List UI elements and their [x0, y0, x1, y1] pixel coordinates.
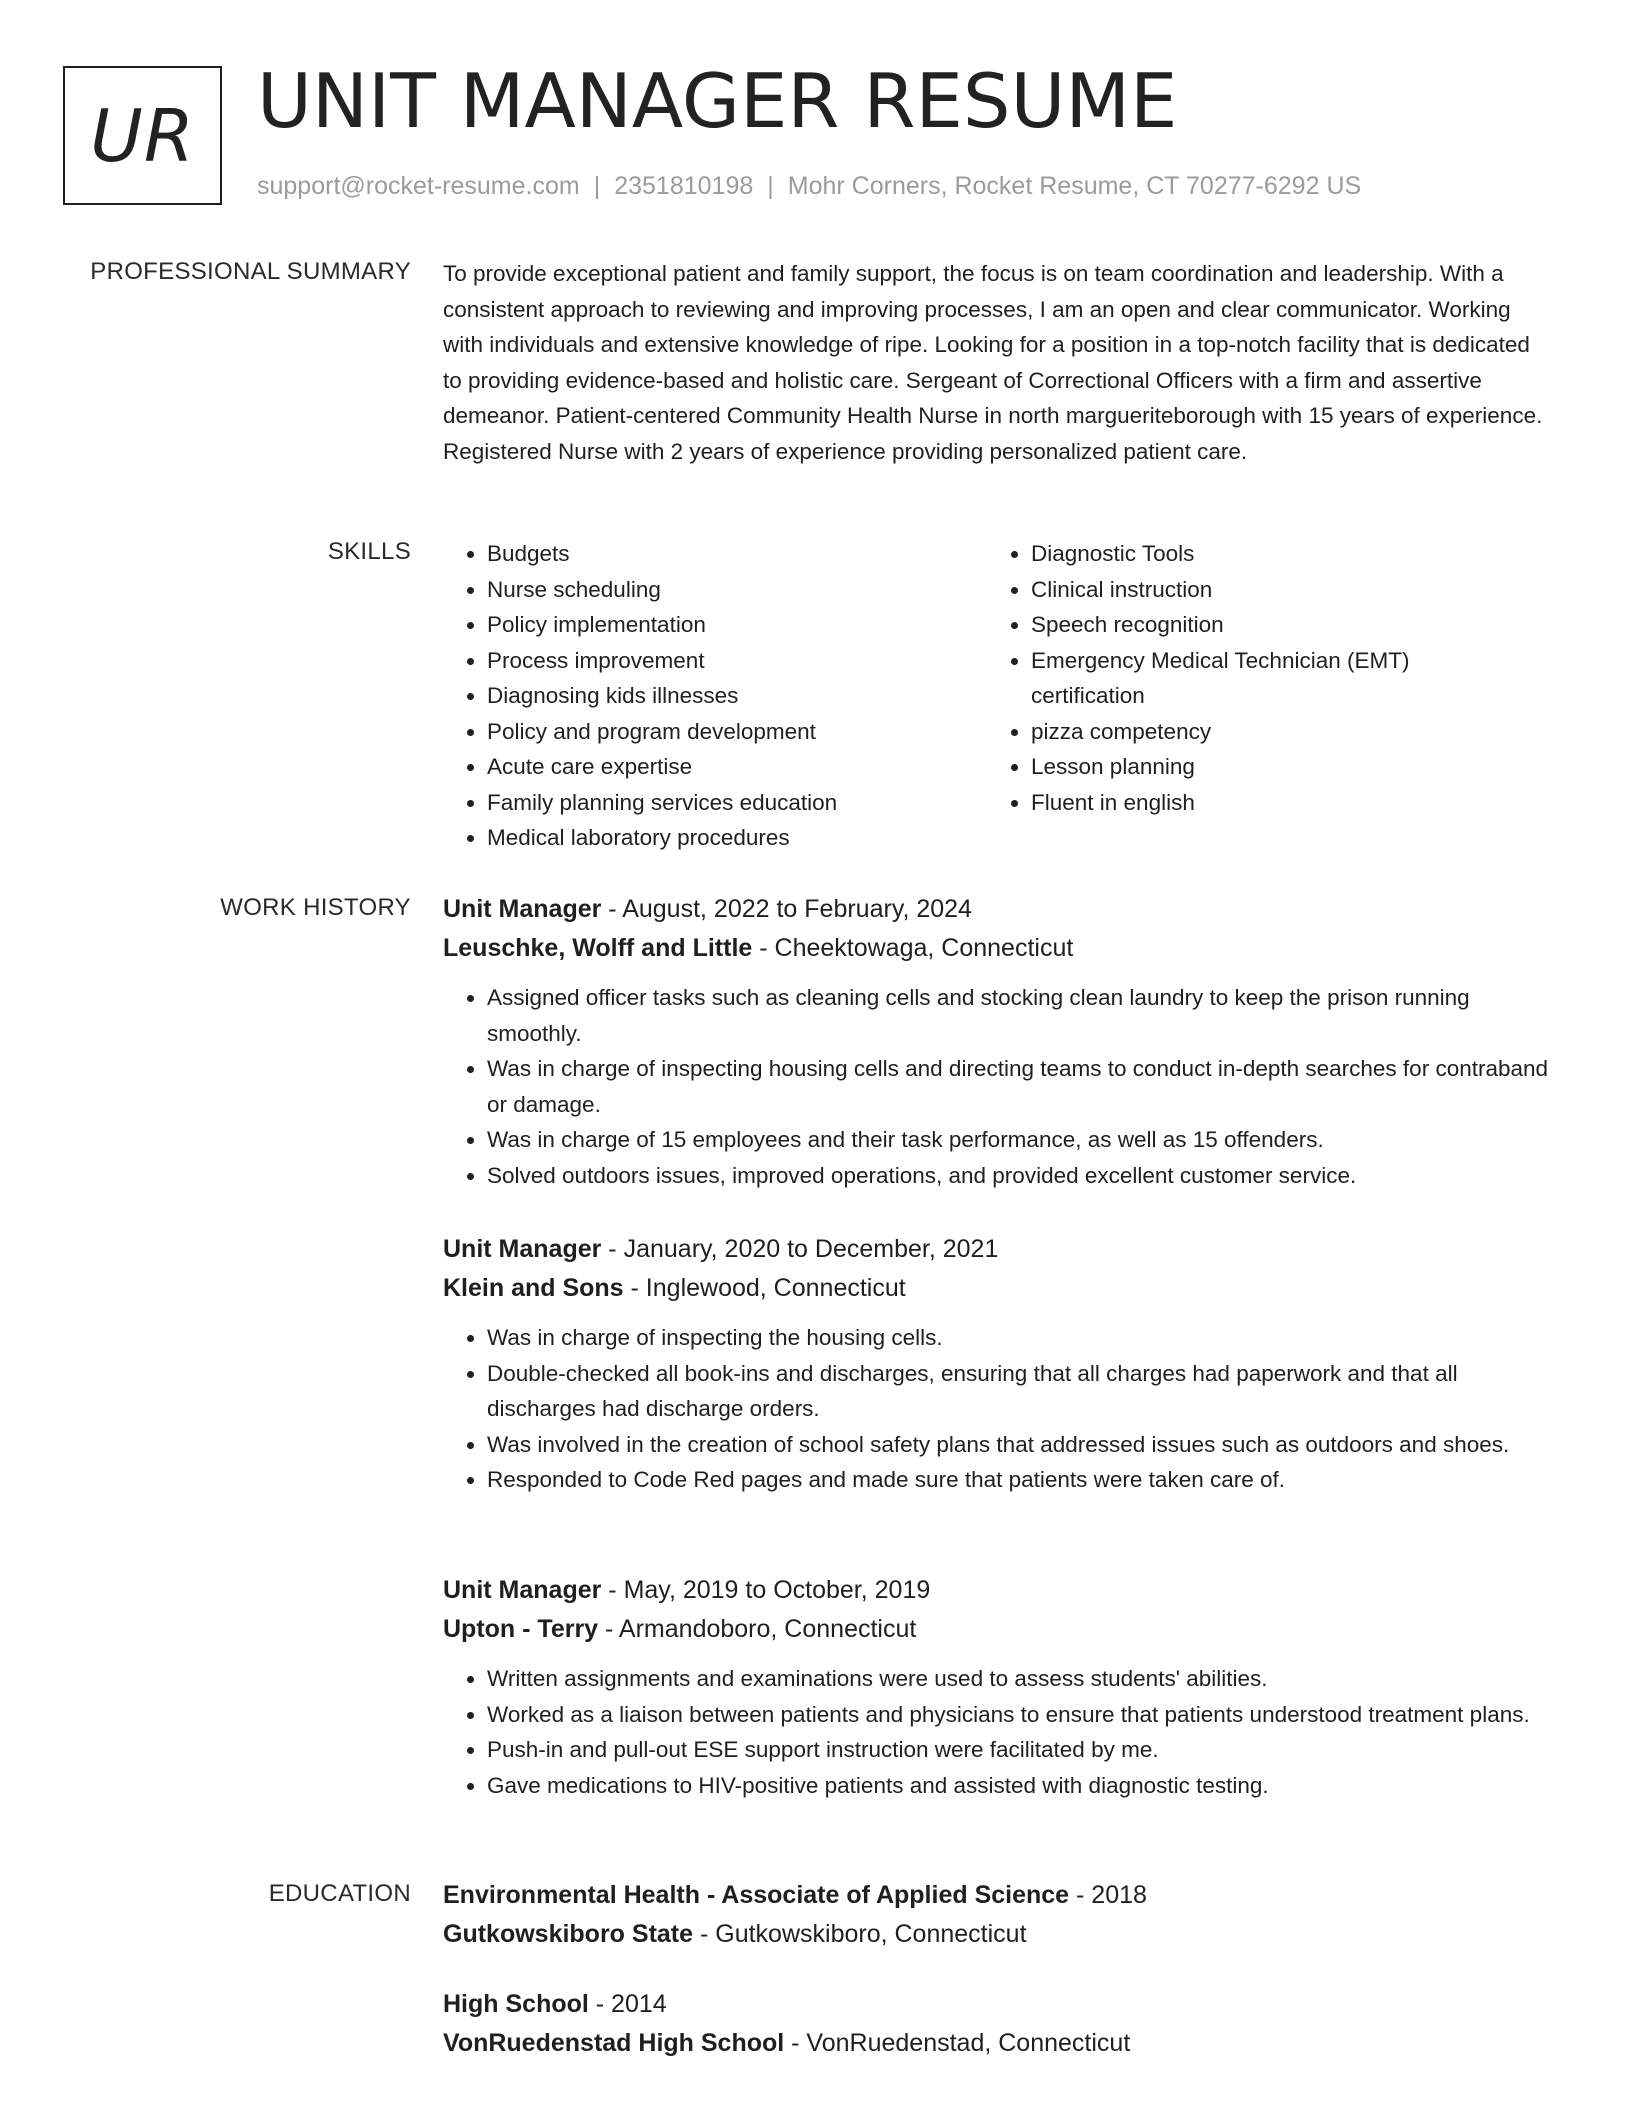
skills-list-right	[987, 536, 1531, 856]
job-location: - Armandoboro, Connecticut	[598, 1615, 917, 1643]
job-entry	[443, 1230, 1553, 1498]
job-entry	[443, 890, 1553, 1193]
skill-item: • Speech recognition	[1031, 607, 1451, 643]
job-company-line	[443, 1610, 1553, 1649]
job-bullet: • Solved outdoors issues, improved operations, and provided excellent customer service.	[487, 1158, 1553, 1194]
skill-item: • Policy implementation	[487, 607, 987, 643]
job-bullet: • Was in charge of inspecting housing cells and directing teams to conduct in-depth searches for contraband or damage.	[487, 1051, 1553, 1122]
degree-line	[443, 1876, 1553, 1915]
skills-heading: SKILLS	[327, 538, 411, 565]
education-entry	[443, 1985, 1553, 2063]
contact-phone[interactable]: 2351810198	[614, 172, 754, 200]
job-bullet: • Push-in and pull-out ESE support instruction were facilitated by me.	[487, 1732, 1553, 1768]
job-bullet: • Was in charge of inspecting the housing cells.	[487, 1320, 1553, 1356]
job-location: - Cheektowaga, Connecticut	[752, 934, 1074, 962]
job-title: Unit Manager	[443, 1576, 602, 1604]
skills-columns	[443, 536, 1548, 856]
job-bullet: • Assigned officer tasks such as cleaning cells and stocking clean laundry to keep the prison running smoothly.	[487, 980, 1553, 1051]
job-bullets	[443, 1661, 1553, 1803]
summary-text: To provide exceptional patient and family support, the focus is on team coordination and leadership. With a consistent approach to reviewing and improving processes, I am an open and clear communicator. Working with individuals and extensive knowledge of ripe. Looking for a position in a top-notch facility that is dedicated to providing evidence-based and holistic care. Sergeant of Correctional Officers with a firm and assertive demeanor. Patient-centered Community Health Nurse in north margueriteborough with 15 years of experience. Registered Nurse with 2 years of experience providing personalized patient care.	[443, 261, 1543, 464]
skill-item: • Medical laboratory procedures	[487, 820, 987, 856]
job-location: - Inglewood, Connecticut	[623, 1274, 906, 1302]
contact-line	[257, 172, 1361, 201]
job-title-line	[443, 1571, 1553, 1610]
job-company-line	[443, 1269, 1553, 1308]
degree: High School	[443, 1990, 589, 2018]
skill-item: • Diagnosing kids illnesses	[487, 678, 987, 714]
job-bullet: • Was involved in the creation of school safety plans that addressed issues such as outdoors and shoes.	[487, 1427, 1553, 1463]
job-bullet: • Double-checked all book-ins and discharges, ensuring that all charges had paperwork and that all discharges had discharge orders.	[487, 1356, 1553, 1427]
job-bullets	[443, 980, 1553, 1193]
job-company: Klein and Sons	[443, 1274, 624, 1302]
degree-year: - 2014	[588, 1990, 667, 2018]
job-bullet: • Written assignments and examinations were used to assess students' abilities.	[487, 1661, 1553, 1697]
skill-item: • Acute care expertise	[487, 749, 987, 785]
skill-item: • Emergency Medical Technician (EMT) certification	[1031, 643, 1451, 714]
school-line	[443, 1915, 1553, 1954]
job-title-line	[443, 890, 1553, 929]
job-bullets	[443, 1320, 1553, 1498]
degree: Environmental Health - Associate of Applied Science	[443, 1881, 1070, 1909]
contact-separator: |	[767, 172, 774, 200]
job-company: Upton - Terry	[443, 1615, 599, 1643]
job-bullet: • Was in charge of 15 employees and their task performance, as well as 15 offenders.	[487, 1122, 1553, 1158]
contact-address: Mohr Corners, Rocket Resume, CT 70277-6292 US	[787, 172, 1362, 200]
contact-email[interactable]: support@rocket-resume.com	[257, 172, 580, 200]
education-entry	[443, 1876, 1553, 1954]
job-title: Unit Manager	[443, 1235, 602, 1263]
summary-section	[443, 256, 1548, 469]
skill-item: • Lesson planning	[1031, 749, 1451, 785]
school: Gutkowskiboro State	[443, 1920, 694, 1948]
skill-item: • Nurse scheduling	[487, 572, 987, 608]
job-bullet: • Worked as a liaison between patients and physicians to ensure that patients understood treatment plans.	[487, 1697, 1553, 1733]
degree-line	[443, 1985, 1553, 2024]
job-bullet: • Gave medications to HIV-positive patients and assisted with diagnostic testing.	[487, 1768, 1553, 1804]
skill-item: • pizza competency	[1031, 714, 1451, 750]
skill-item: • Family planning services education	[487, 785, 987, 821]
skill-item: • Clinical instruction	[1031, 572, 1451, 608]
degree-year: - 2018	[1069, 1881, 1147, 1909]
contact-separator: |	[593, 172, 601, 200]
monogram-logo: UR	[63, 66, 222, 205]
school: VonRuedenstad High School	[443, 2029, 785, 2057]
skills-list-left	[443, 536, 987, 856]
skill-item: • Diagnostic Tools	[1031, 536, 1451, 572]
school-location: - Gutkowskiboro, Connecticut	[693, 1920, 1027, 1948]
job-title: Unit Manager	[443, 895, 602, 923]
skills-section	[443, 536, 1548, 856]
job-dates: - August, 2022 to February, 2024	[601, 895, 972, 923]
page-title: UNIT MANAGER RESUME	[257, 57, 1178, 145]
job-bullet: • Responded to Code Red pages and made sure that patients were taken care of.	[487, 1462, 1553, 1498]
skill-item: • Fluent in english	[1031, 785, 1451, 821]
job-company-line	[443, 929, 1553, 968]
job-title-line	[443, 1230, 1553, 1269]
work-history-heading: WORK HISTORY	[220, 894, 411, 921]
summary-heading: PROFESSIONAL SUMMARY	[90, 258, 411, 285]
skill-item: • Policy and program development	[487, 714, 987, 750]
school-line	[443, 2024, 1553, 2063]
job-company: Leuschke, Wolff and Little	[443, 934, 753, 962]
school-location: - VonRuedenstad, Connecticut	[784, 2029, 1131, 2057]
job-dates: - January, 2020 to December, 2021	[601, 1235, 999, 1263]
skill-item: • Process improvement	[487, 643, 987, 679]
skill-item: • Budgets	[487, 536, 987, 572]
education-heading: EDUCATION	[268, 1880, 411, 1907]
job-entry	[443, 1571, 1553, 1803]
job-dates: - May, 2019 to October, 2019	[601, 1576, 931, 1604]
